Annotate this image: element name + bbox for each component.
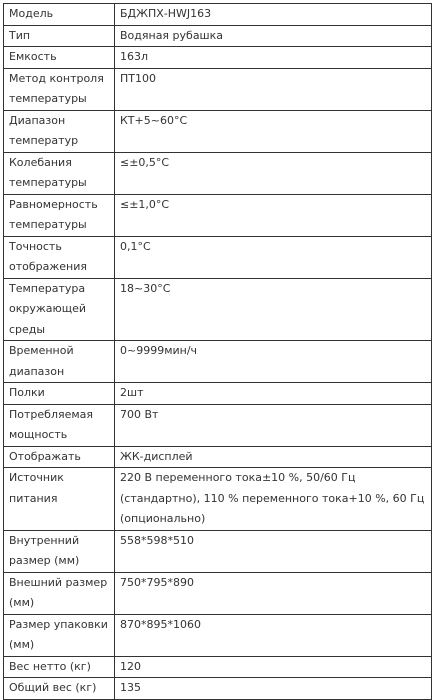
table-row bbox=[4, 656, 432, 678]
row-value: 220 В переменного тока±10 %, 50/60 Гц (стандартно), 110 % переменного тока+10 %, 60 Гц (опционально) bbox=[115, 468, 432, 531]
row-label: Тип bbox=[4, 25, 115, 47]
table-row bbox=[4, 194, 432, 236]
specification-table bbox=[3, 3, 432, 700]
table-row bbox=[4, 25, 432, 47]
row-label: Полки bbox=[4, 383, 115, 405]
row-value: 700 Вт bbox=[115, 404, 432, 446]
row-label: Равномерность температуры bbox=[4, 194, 115, 236]
table-row bbox=[4, 572, 432, 614]
row-label: Временной диапазон bbox=[4, 341, 115, 383]
row-value: ЖК-дисплей bbox=[115, 446, 432, 468]
row-value: Водяная рубашка bbox=[115, 25, 432, 47]
table-row bbox=[4, 383, 432, 405]
table-row bbox=[4, 68, 432, 110]
table-row bbox=[4, 278, 432, 341]
row-value: ПТ100 bbox=[115, 68, 432, 110]
row-value: КТ+5~60°C bbox=[115, 110, 432, 152]
table-row bbox=[4, 152, 432, 194]
row-label: Отображать bbox=[4, 446, 115, 468]
table-row bbox=[4, 446, 432, 468]
row-value: 120 bbox=[115, 656, 432, 678]
row-label: Источник питания bbox=[4, 468, 115, 531]
row-value: БДЖПХ-HWJ163 bbox=[115, 4, 432, 26]
row-label: Внешний размер (мм) bbox=[4, 572, 115, 614]
row-value: ≤±1,0°C bbox=[115, 194, 432, 236]
row-label: Точность отображения bbox=[4, 236, 115, 278]
row-label: Вес нетто (кг) bbox=[4, 656, 115, 678]
row-value: 750*795*890 bbox=[115, 572, 432, 614]
table-row bbox=[4, 404, 432, 446]
row-label: Емкость bbox=[4, 47, 115, 69]
row-label: Метод контроля температуры bbox=[4, 68, 115, 110]
row-value: ≤±0,5°C bbox=[115, 152, 432, 194]
row-value: 163л bbox=[115, 47, 432, 69]
row-label: Потребляемая мощность bbox=[4, 404, 115, 446]
row-label: Колебания температуры bbox=[4, 152, 115, 194]
table-row bbox=[4, 468, 432, 531]
table-row bbox=[4, 530, 432, 572]
table-row bbox=[4, 47, 432, 69]
row-value: 135 bbox=[115, 678, 432, 700]
table-row bbox=[4, 678, 432, 700]
table-row bbox=[4, 4, 432, 26]
row-value: 0~9999мин/ч bbox=[115, 341, 432, 383]
row-label: Модель bbox=[4, 4, 115, 26]
table-row bbox=[4, 614, 432, 656]
row-label: Общий вес (кг) bbox=[4, 678, 115, 700]
row-value: 0,1°C bbox=[115, 236, 432, 278]
row-value: 18~30°C bbox=[115, 278, 432, 341]
row-label: Диапазон температур bbox=[4, 110, 115, 152]
row-value: 870*895*1060 bbox=[115, 614, 432, 656]
table-row bbox=[4, 110, 432, 152]
table-row bbox=[4, 341, 432, 383]
row-value: 558*598*510 bbox=[115, 530, 432, 572]
table-row bbox=[4, 236, 432, 278]
row-label: Температура окружающей среды bbox=[4, 278, 115, 341]
row-label: Внутренний размер (мм) bbox=[4, 530, 115, 572]
row-value: 2шт bbox=[115, 383, 432, 405]
row-label: Размер упаковки (мм) bbox=[4, 614, 115, 656]
